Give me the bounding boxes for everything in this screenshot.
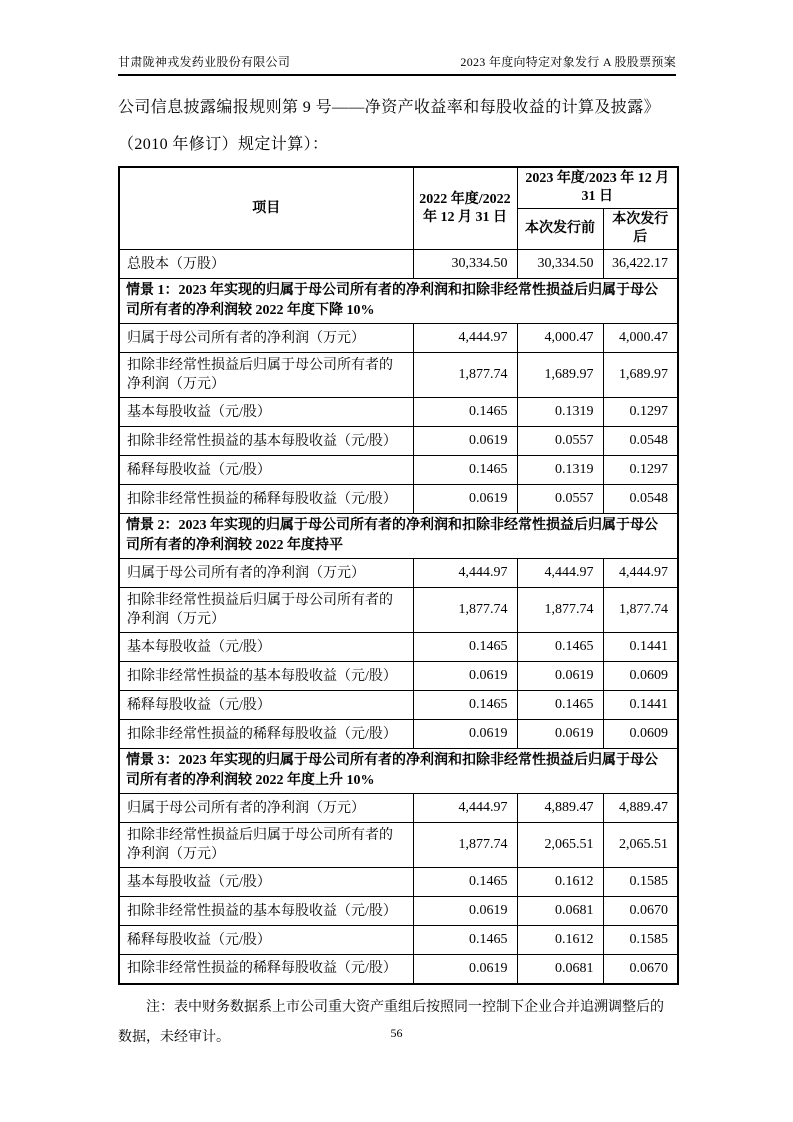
table-row: [119, 559, 678, 588]
table-row: [119, 353, 678, 398]
value-after-issue: 0.0670: [603, 955, 678, 984]
table-row: [119, 456, 678, 485]
value-after-issue: 4,889.47: [603, 794, 678, 823]
note-line-1: 注：表中财务数据系上市公司重大资产重组后按照同一控制下企业合并追溯调整后的: [146, 999, 664, 1015]
scenario-header-row: [119, 749, 678, 794]
row-label: 扣除非经常性损益的基本每股收益（元/股）: [119, 662, 413, 691]
value-2022: 0.1465: [413, 691, 517, 720]
value-2022: 0.1465: [413, 633, 517, 662]
row-label: 扣除非经常性损益后归属于母公司所有者的净利润（万元）: [119, 823, 413, 868]
value-before-issue: 0.1465: [517, 633, 603, 662]
value-before-issue: 4,889.47: [517, 794, 603, 823]
value-2022: 1,877.74: [413, 588, 517, 633]
row-label: 扣除非经常性损益后归属于母公司所有者的净利润（万元）: [119, 353, 413, 398]
intro-line-1: 公司信息披露编报规则第 9 号——净资产收益率和每股收益的计算及披露》: [118, 99, 661, 116]
col-header-2023: 2023 年度/2023 年 12 月 31 日: [517, 167, 678, 209]
row-label: 稀释每股收益（元/股）: [119, 926, 413, 955]
col-header-item: 项目: [119, 167, 413, 250]
row-label: 基本每股收益（元/股）: [119, 633, 413, 662]
value-before-issue: 0.1612: [517, 926, 603, 955]
value-2022: 4,444.97: [413, 324, 517, 353]
table-body: [119, 250, 678, 984]
table-row: [119, 823, 678, 868]
value-2022: 0.1465: [413, 868, 517, 897]
value-after-issue: 4,444.97: [603, 559, 678, 588]
value-2022: 30,334.50: [413, 250, 517, 279]
table-row: [119, 398, 678, 427]
value-after-issue: 0.1441: [603, 633, 678, 662]
row-label: 归属于母公司所有者的净利润（万元）: [119, 794, 413, 823]
table-row: [119, 926, 678, 955]
table-row: [119, 868, 678, 897]
row-label: 归属于母公司所有者的净利润（万元）: [119, 324, 413, 353]
intro-paragraph: [118, 98, 676, 155]
table-row: [119, 691, 678, 720]
value-2022: 0.1465: [413, 926, 517, 955]
value-before-issue: 4,000.47: [517, 324, 603, 353]
table-row: [119, 588, 678, 633]
intro-line-2: （2010 年修订）规定计算）：: [118, 136, 329, 153]
value-2022: 0.1465: [413, 398, 517, 427]
value-after-issue: 0.0670: [603, 897, 678, 926]
value-after-issue: 1,877.74: [603, 588, 678, 633]
table-header: [119, 167, 678, 250]
value-2022: 0.0619: [413, 662, 517, 691]
row-label: 归属于母公司所有者的净利润（万元）: [119, 559, 413, 588]
value-before-issue: 0.0557: [517, 427, 603, 456]
scenario-header-row: [119, 279, 678, 324]
value-before-issue: 1,877.74: [517, 588, 603, 633]
value-after-issue: 4,000.47: [603, 324, 678, 353]
value-after-issue: 0.0609: [603, 720, 678, 749]
table-row: [119, 427, 678, 456]
table-header-row-1: [119, 167, 678, 209]
page-number: 56: [390, 1026, 403, 1040]
value-before-issue: 0.0681: [517, 955, 603, 984]
table-row: [119, 794, 678, 823]
value-after-issue: 0.0548: [603, 427, 678, 456]
value-before-issue: 0.1319: [517, 398, 603, 427]
col-header-after-issue: 本次发行后: [603, 209, 678, 250]
scenario-header: 情景 1：2023 年实现的归属于母公司所有者的净利润和扣除非经常性损益后归属于母公司所有者的净利润较 2022 年度下降 10%: [119, 279, 678, 324]
value-before-issue: 2,065.51: [517, 823, 603, 868]
note-line-2: 数据，未经审计。: [118, 1029, 230, 1045]
value-2022: 1,877.74: [413, 823, 517, 868]
table-row: [119, 720, 678, 749]
table-row: [119, 485, 678, 514]
value-before-issue: 30,334.50: [517, 250, 603, 279]
document-title: 2023 年度向特定对象发行 A 股股票预案: [460, 55, 676, 69]
row-label: 稀释每股收益（元/股）: [119, 456, 413, 485]
row-label: 扣除非经常性损益的稀释每股收益（元/股）: [119, 955, 413, 984]
value-after-issue: 0.1585: [603, 926, 678, 955]
value-2022: 1,877.74: [413, 353, 517, 398]
table-row: [119, 250, 678, 279]
page-header: [118, 0, 676, 76]
footnote: [118, 993, 676, 1053]
value-before-issue: 0.1465: [517, 691, 603, 720]
table-row: [119, 324, 678, 353]
row-label: 基本每股收益（元/股）: [119, 868, 413, 897]
col-header-before-issue: 本次发行前: [517, 209, 603, 250]
row-label: 总股本（万股）: [119, 250, 413, 279]
eps-calculation-table: [118, 166, 679, 985]
table-row: [119, 662, 678, 691]
col-header-2022: 2022 年度/2022 年 12 月 31 日: [413, 167, 517, 250]
scenario-header: 情景 3：2023 年实现的归属于母公司所有者的净利润和扣除非经常性损益后归属于母公司所有者的净利润较 2022 年度上升 10%: [119, 749, 678, 794]
value-before-issue: 0.1612: [517, 868, 603, 897]
value-2022: 0.0619: [413, 720, 517, 749]
value-before-issue: 0.0557: [517, 485, 603, 514]
value-after-issue: 0.1585: [603, 868, 678, 897]
value-before-issue: 0.1319: [517, 456, 603, 485]
value-before-issue: 0.0619: [517, 720, 603, 749]
value-2022: 4,444.97: [413, 794, 517, 823]
value-before-issue: 0.0681: [517, 897, 603, 926]
row-label: 扣除非经常性损益的稀释每股收益（元/股）: [119, 720, 413, 749]
value-2022: 0.0619: [413, 955, 517, 984]
value-2022: 0.0619: [413, 897, 517, 926]
company-name: 甘肃陇神戎发药业股份有限公司: [118, 55, 291, 69]
value-before-issue: 4,444.97: [517, 559, 603, 588]
value-after-issue: 0.1297: [603, 456, 678, 485]
table-row: [119, 633, 678, 662]
value-after-issue: 0.1441: [603, 691, 678, 720]
value-after-issue: 0.0548: [603, 485, 678, 514]
row-label: 扣除非经常性损益后归属于母公司所有者的净利润（万元）: [119, 588, 413, 633]
row-label: 基本每股收益（元/股）: [119, 398, 413, 427]
value-before-issue: 0.0619: [517, 662, 603, 691]
value-2022: 0.1465: [413, 456, 517, 485]
value-2022: 0.0619: [413, 485, 517, 514]
scenario-header: 情景 2：2023 年实现的归属于母公司所有者的净利润和扣除非经常性损益后归属于母公司所有者的净利润较 2022 年度持平: [119, 514, 678, 559]
value-after-issue: 2,065.51: [603, 823, 678, 868]
table-row: [119, 897, 678, 926]
value-before-issue: 1,689.97: [517, 353, 603, 398]
row-label: 扣除非经常性损益的基本每股收益（元/股）: [119, 897, 413, 926]
row-label: 稀释每股收益（元/股）: [119, 691, 413, 720]
value-after-issue: 0.0609: [603, 662, 678, 691]
row-label: 扣除非经常性损益的稀释每股收益（元/股）: [119, 485, 413, 514]
value-2022: 0.0619: [413, 427, 517, 456]
value-after-issue: 36,422.17: [603, 250, 678, 279]
value-after-issue: 1,689.97: [603, 353, 678, 398]
value-after-issue: 0.1297: [603, 398, 678, 427]
row-label: 扣除非经常性损益的基本每股收益（元/股）: [119, 427, 413, 456]
value-2022: 4,444.97: [413, 559, 517, 588]
scenario-header-row: [119, 514, 678, 559]
table-row: [119, 955, 678, 984]
